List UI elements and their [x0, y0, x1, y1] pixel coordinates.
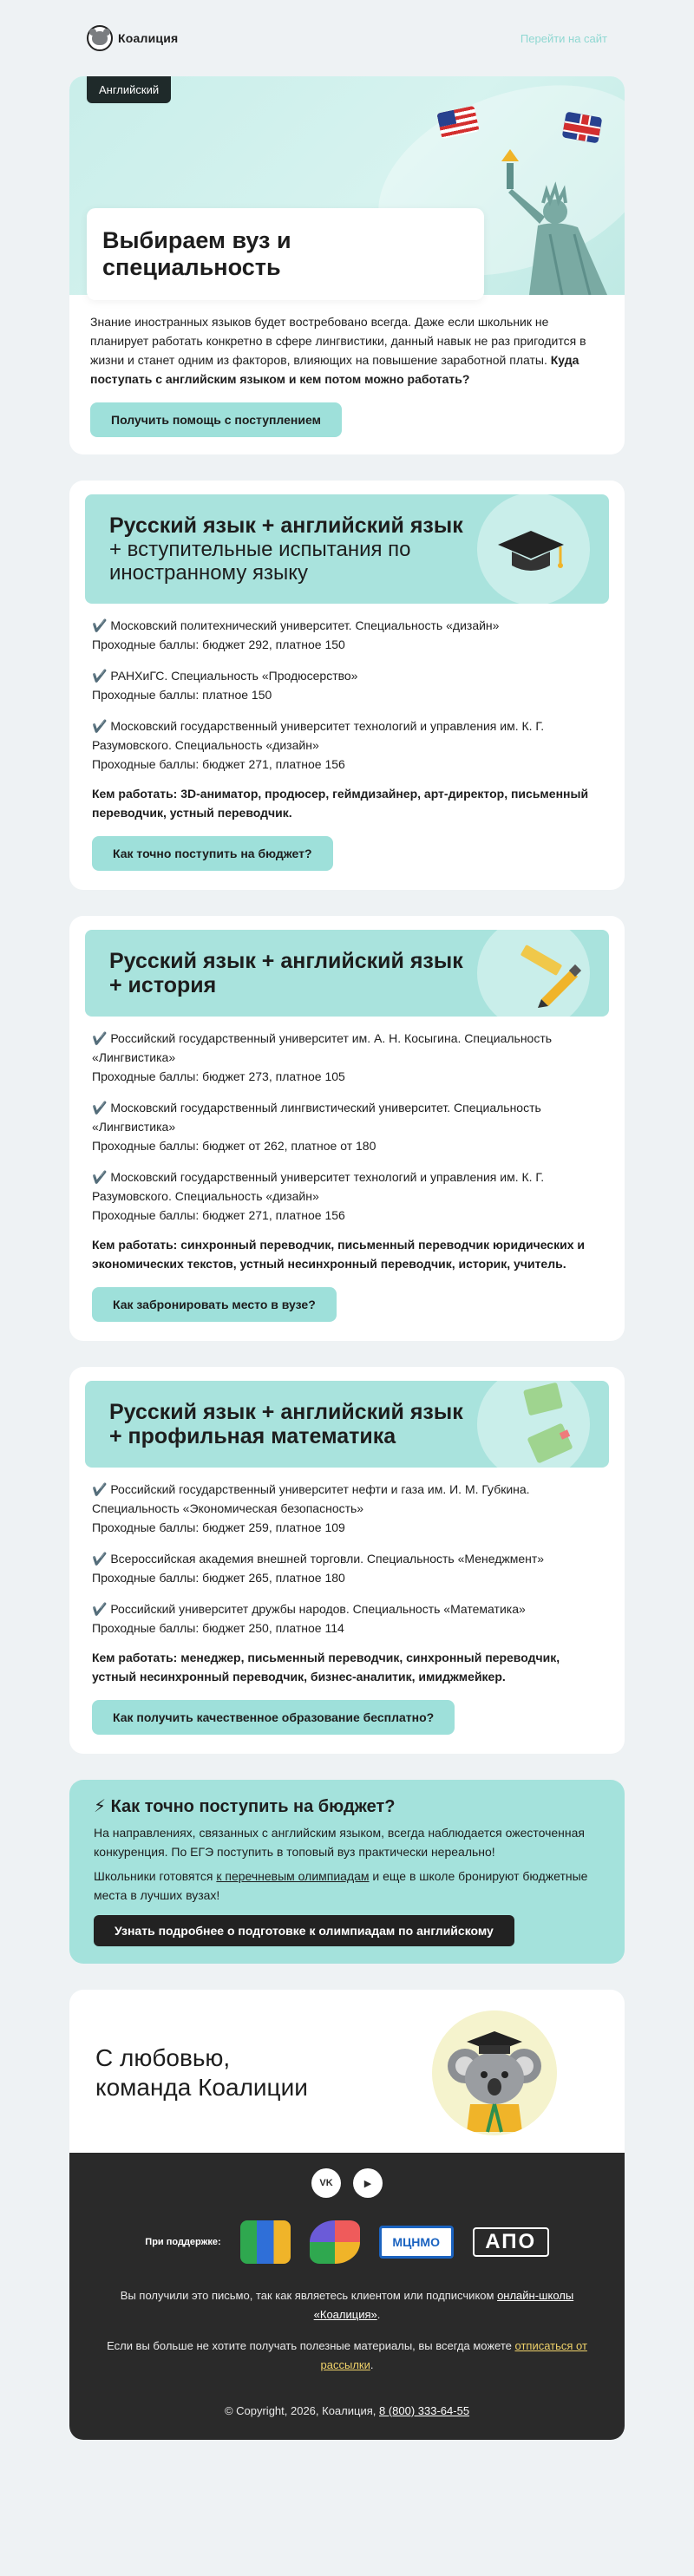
intro-text: Знание иностранных языков будет востребовано всегда. Даже если школьник не планирует работать конкретно в сфере лингвистики, данный навык не раз пригодится в жизни и станет одним из факторов, влияющих на повышение заработной платы. Куда поступать с английским языком и кем потом можно работать?	[90, 315, 586, 386]
signoff-text: С любовью, команда Коалиции	[95, 2044, 308, 2101]
apo-logo: АПО	[473, 2227, 549, 2257]
intro-question: Куда поступать с английским языком и кем потом можно работать?	[90, 353, 579, 386]
section-header	[85, 494, 609, 604]
phone-link[interactable]: 8 (800) 333-64-55	[378, 2404, 470, 2417]
university-item: ✔️ Московский государственный университет технологий и управления им. К. Г. Разумовского. Специальность «дизайн» Проходные баллы: бюджет 271, платное 156	[92, 1170, 545, 1222]
section-card	[69, 1367, 625, 1754]
support-label: При поддержке:	[145, 2237, 221, 2247]
koala-logo-icon	[87, 25, 113, 51]
university-item: ✔️ Российский государственный университет им. А. Н. Косыгина. Специальность «Лингвистика» Проходные баллы: бюджет 273, платное 105	[92, 1031, 553, 1083]
unsubscribe-note: Если вы больше не хотите получать полезные материалы, вы всегда можете отписаться от рассылки.	[107, 2339, 587, 2371]
koala-mascot-icon	[432, 2010, 557, 2135]
logo[interactable]	[87, 25, 178, 51]
university-item: ✔️ РАНХиГС. Специальность «Продюсерство» Проходные баллы: платное 150	[92, 669, 358, 702]
olympiad-block	[69, 1780, 625, 1964]
social-links	[95, 2168, 599, 2198]
logo-text: Коалиция	[118, 31, 179, 45]
intro-block	[69, 295, 625, 454]
section-title: Русский язык + английский язык	[109, 513, 463, 538]
get-admission-help-button[interactable]: Получить помощь с поступлением	[90, 402, 342, 437]
section-card	[69, 916, 625, 1341]
unsubscribe-link[interactable]: отписаться от рассылки	[320, 2339, 587, 2371]
partners-row	[95, 2220, 599, 2264]
careers-text: Кем работать: 3D-аниматор, продюсер, геймдизайнер, арт-директор, письменный переводчик, устный переводчик.	[92, 787, 589, 820]
section-title: Русский язык + английский язык	[109, 1400, 463, 1424]
how-to-get-budget-button[interactable]: Как точно поступить на бюджет?	[92, 836, 333, 871]
hero-card	[69, 76, 625, 454]
go-to-site-link[interactable]: Перейти на сайт	[520, 31, 607, 45]
category-tag: Английский	[87, 76, 171, 103]
olympiad-prep-button[interactable]: Узнать подробнее о подготовке к олимпиадам по английскому	[94, 1915, 514, 1946]
olympiad-text-2: Школьники готовятся к перечневым олимпиадам и еще в школе бронируют бюджетные места в лучших вузах!	[94, 1869, 588, 1902]
partner-logo-1	[240, 2220, 291, 2264]
section-card	[69, 481, 625, 890]
mcnmo-logo: МЦНМО	[379, 2226, 454, 2259]
olympiad-text: На направлениях, связанных с английским языком, всегда наблюдается ожесточенная конкуренция. По ЕГЭ поступить в топовый вуз практически нереально!	[94, 1826, 586, 1859]
olympiad-list-link[interactable]: к перечневым олимпиадам	[216, 1869, 370, 1883]
signoff-block	[69, 1990, 625, 2153]
section-header	[85, 1381, 609, 1468]
partner-logo-2	[310, 2220, 360, 2264]
careers-text: Кем работать: менеджер, письменный переводчик, синхронный переводчик, устный несинхронный переводчик, бизнес-аналитик, имиджмейкер.	[92, 1651, 560, 1684]
section-subtitle: + история	[109, 973, 217, 997]
youtube-icon[interactable]: ▶	[353, 2168, 383, 2198]
copyright: © Copyright, 2026, Коалиция, 8 (800) 333-64-55	[224, 2404, 470, 2417]
book-university-place-button[interactable]: Как забронировать место в вузе?	[92, 1287, 337, 1322]
free-education-button[interactable]: Как получить качественное образование бесплатно?	[92, 1700, 455, 1735]
vk-icon[interactable]: VK	[311, 2168, 341, 2198]
university-item: ✔️ Московский государственный лингвистический университет. Специальность «Лингвистика» Проходные баллы: бюджет от 262, платное от 180	[92, 1101, 541, 1153]
statue-of-liberty-icon	[494, 147, 625, 295]
university-item: ✔️ Всероссийская академия внешней торговли. Специальность «Менеджмент» Проходные баллы: бюджет 265, платное 180	[92, 1552, 545, 1585]
careers-text: Кем работать: синхронный переводчик, письменный переводчик юридических и экономических текстов, устный несинхронный переводчик, историк, учитель.	[92, 1238, 585, 1271]
subscription-note: Вы получили это письмо, так как являетесь клиентом или подписчиком онлайн-школы «Коалиция».	[120, 2289, 574, 2321]
hero-banner	[69, 76, 625, 295]
top-bar	[69, 0, 625, 76]
olympiad-title: ⚡ Как точно поступить на бюджет?	[94, 1797, 396, 1816]
university-item: ✔️ Московский государственный университет технологий и управления им. К. Г. Разумовского. Специальность «дизайн» Проходные баллы: бюджет 271, платное 156	[92, 719, 545, 771]
university-item: ✔️ Московский политехнический университет. Специальность «дизайн» Проходные баллы: бюджет 292, платное 150	[92, 618, 500, 651]
hero-title: Выбираем вуз и специальность	[87, 208, 484, 300]
section-subtitle: + вступительные испытания по иностранному языку	[109, 538, 411, 585]
university-item: ✔️ Российский университет дружбы народов. Специальность «Математика» Проходные баллы: бюджет 250, платное 114	[92, 1602, 526, 1635]
section-header	[85, 930, 609, 1017]
section-title: Русский язык + английский язык	[109, 949, 463, 973]
school-link[interactable]: онлайн-школы «Коалиция»	[313, 2289, 574, 2321]
section-subtitle: + профильная математика	[109, 1424, 396, 1448]
university-item: ✔️ Российский государственный университет нефти и газа им. И. М. Губкина. Специальность «Экономическая безопасность» Проходные баллы: бюджет 259, платное 109	[92, 1482, 530, 1534]
footer	[69, 2153, 625, 2440]
